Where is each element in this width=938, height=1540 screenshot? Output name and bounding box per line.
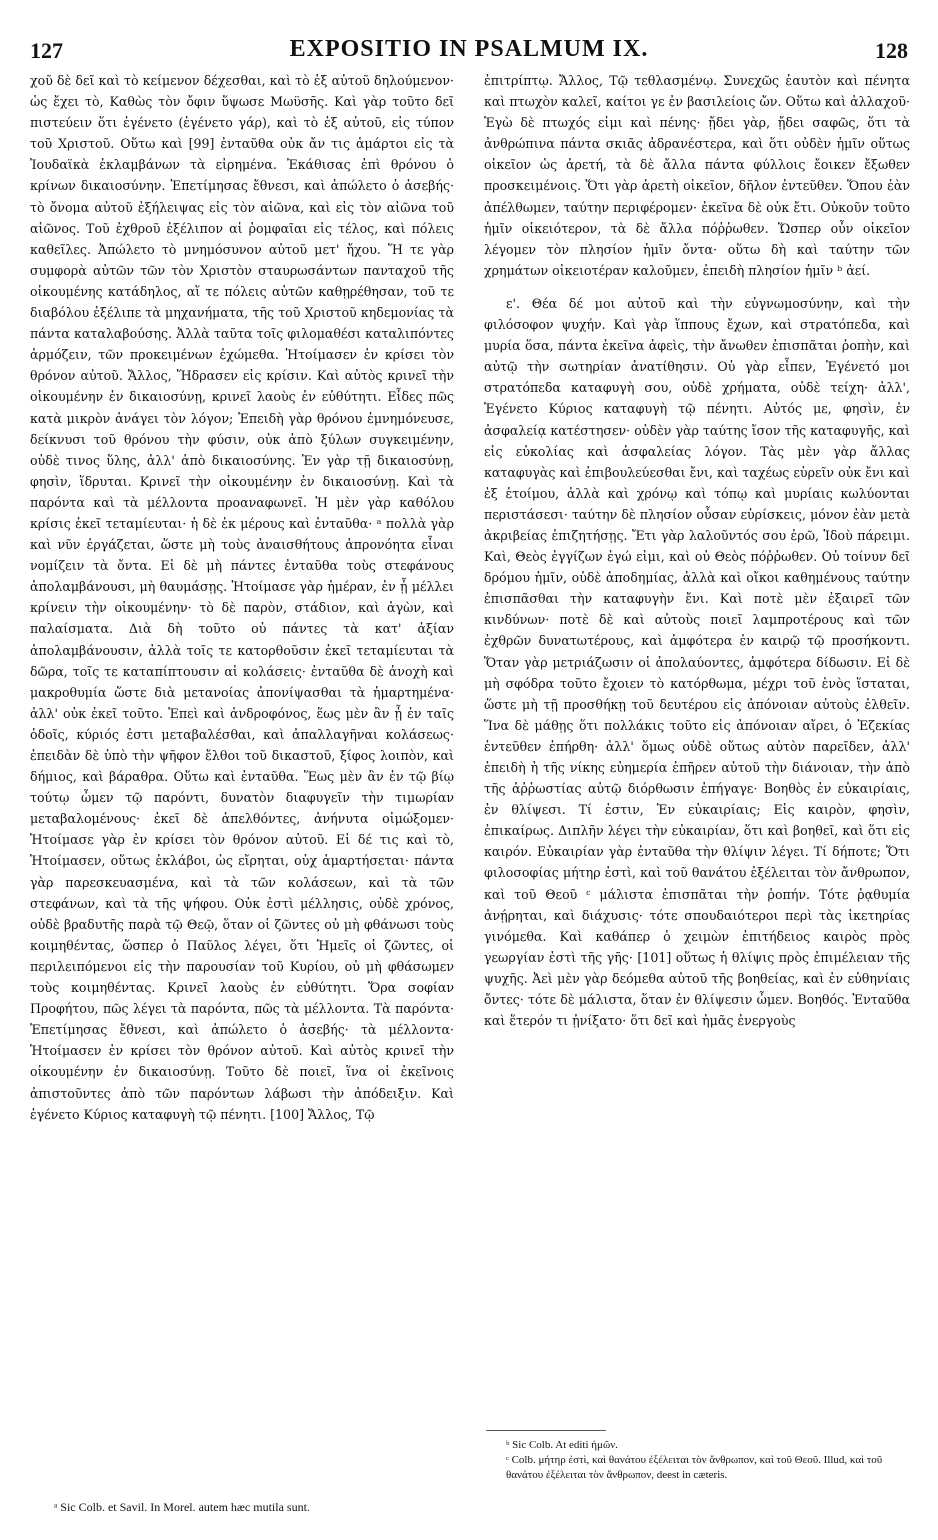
right-paragraph-2: ε'. Θέα δέ μοι αὐτοῦ καὶ τὴν εὐγνωμοσύνην, καὶ τὴν φιλόσοφον ψυχήν. Καὶ γὰρ ἵππους ἔχων, καὶ στρατόπεδα, καὶ μυρία ὅσα, πάντα ἐκεῖνα ἀφεὶς, τὴν ἄνωθεν ἐπισπᾶται ῥοπὴν, καὶ αὐτῷ τὴν σωτηρίαν ἀνατίθησιν. Οὐ γὰρ εἶπεν, Ἐγένετό μοι στρατόπεδα καταφυγὴ σου, οὐδὲ χρήματα, οὐδὲ τείχη· ἀλλ', Ἐγένετο Κύριος καταφυγὴ τῷ πένητι. Αὐτός με, φησὶν, ἐν ἀσφαλείᾳ κατέστησεν· οὐδὲν γὰρ ταύτης ἴσον τῆς καταφυγῆς, καὶ εἰς εὐκολίας καὶ ἀσφαλείας λόγον. Τὰς μὲν γὰρ ἄλλας καταφυγὰς καὶ ἐπιβουλεύεσθαι ἔνι, καὶ ταχέως εὑρεῖν οὐκ ἔνι καὶ ἐξ ἑτοίμου, ἀλλὰ καὶ χρόνῳ καὶ τόπῳ καὶ μυρίαις κωλύονται περιστάσεσι· ταύτην δὲ πλησίον οὖσαν εὑρίσκεις, μόνον ἐὰν μετὰ ἀκριβείας ἐπιζητήσῃς. Ἔτι γὰρ λαλοῦντός σου ἐρῶ, Ἰδοὺ πάρειμι. Καὶ, Θεὸς ἐγγίζων ἐγώ εἰμι, καὶ οὐ Θεὸς πόῤῥωθεν. Οὐ τοίνυν δεῖ δρόμου ἡμῖν, οὐδὲ ἀποδημίας, ἀλλὰ καὶ οἴκοι καθημένους ταύτην ἐπισπᾶσθαι τὴν καταφυγὴν ἔνι. Καὶ ποτὲ μὲν ἐξαιρεῖ τῶν κινδύνων· ποτὲ δὲ καὶ αὐτοὺς ποιεῖ λαμπροτέρους καὶ τῶν ἐχθρῶν δυνατωτέρους, καὶ ἀμφότερα ἐν καιρῷ τῷ προσήκοντι. Ὅταν γὰρ μετριάζωσιν οἱ ἀπολαύοντες, ἀμφότερα δίδωσιν. Εἰ δὲ μὴ σφόδρα τοῦτο ἔχοιεν τὸ κατόρθωμα, μέχρι τοῦ ἑνὸς ἵσταται, ὥστε μὴ τῇ προσθήκῃ τοῦ δευτέρου εἰς ἀπόνοιαν αὐτοὺς ἐλθεῖν. Ἵνα δὲ μάθῃς ὅτι πολλάκις τοῦτο εἰς ἀπόνοιαν αἴρει, ὁ Ἐζεκίας ἐντεῦθεν ἐπήρθη· ἀλλ' ὅμως οὐδὲ οὕτως αὐτὸν παρεῖδεν, ἀλλ' ἐπειδὴ ἡ τῆς νίκης εὐημερία ἐπῆρεν αὐτοῦ τὴν διάνοιαν, τὴν ἀπὸ τῆς ἀῤῥωστίας αὐτῷ διόρθωσιν ἐπήγαγε· Βοηθὸς ἐν εὐκαιρίαις, ἐν θλίψεσι. Τί ἐστιν, Ἐν εὐκαιρίαις; Εἰς καιρὸν, φησὶν, ἐπικαίρως. Διπλῆν λέγει τὴν εὐκαιρίαν, ὅτι καὶ βοηθεῖ, καὶ ὅτι εἰς καιρόν. Εὐκαιρίαν γὰρ ἐνταῦθα τὴν θλίψιν λέγει. Τί δήποτε; Ὅτι φιλοσοφίας μήτηρ ἐστὶ, καὶ τοῦ θανάτου ἐξέλειται τὸν ἄνθρωπον, καὶ τοῦ Θεοῦ ᶜ μάλιστα ἐπισπᾶται τὴν ῥοπήν. Τότε ῥᾳθυμία ἀνῄρηται, καὶ διάχυσις· τότε σπουδαιότεροι περὶ τὰς ἱκετηρίας γινόμεθα. Καὶ καθάπερ ὁ χειμὼν ἐπιτήδειος καιρὸς πρὸς γεωργίαν ἐστὶ τῆς γῆς· [101] οὕτως ἡ θλίψις πρὸς ἐπιμέλειαν τῆς ψυχῆς. Ἀεὶ μὲν γὰρ δεόμεθα αὐτοῦ τῆς βοηθείας, καὶ ἐν εὐθηνίαις ὄντες· τότε δὲ μάλιστα, ὅταν ἐν θλίψεσιν ὦμεν. Βοηθός. Ἐνταῦθα καὶ ἕτερόν τι ᾐνίξατο· ὅτι δεῖ καὶ ἡμᾶς ἐνεργοὺς bbox=[484, 295, 910, 1029]
left-paragraph: χοῦ δὲ δεῖ καὶ τὸ κείμενον δέχεσθαι, καὶ τὸ ἐξ αὐτοῦ δηλούμενον· ὡς ἔχει τὸ, Καθὼς τὸν ὄφιν ὕψωσε Μωϋσῆς. Καὶ γὰρ τοῦτο δεῖ πιστεύειν ὅτι ἐγένετο (ἐγένετο γάρ), καὶ τὸ ἐξ αὐτοῦ, εἰς τύπον τοῦ Χριστοῦ. Οὕτω καὶ [99] ἐνταῦθα οὐκ ἄν τις ἁμάρτοι εἰς τὰ Ἰουδαϊκὰ ἐκλαμβάνων τὰ εἰρημένα. Ἐκάθισας ἐπὶ θρόνου ὁ κρίνων δικαιοσύνην. Ἐπετίμησας ἔθνεσι, καὶ ἀπώλετο ὁ ἀσεβής· τὸ ὄνομα αὐτοῦ ἐξήλειψας εἰς τὸν αἰῶνα, καὶ εἰς τὸν αἰῶνα τοῦ αἰῶνος. Τοῦ ἐχθροῦ ἐξέλιπον αἱ ῥομφαῖαι εἰς τέλος, καὶ πόλεις καθεῖλες. Ἀπώλετο τὸ μνημόσυνον αὐτοῦ μετ' ἤχου. Ἥ τε γὰρ συμφορὰ αὐτῶν τῶν τὸν Χριστὸν σταυρωσάντων πανταχοῦ τῆς οἰκουμένης κατάδηλος, αἵ τε πόλεις αὐτῶν καθῃρέθησαν, τοῦ τε διαβόλου ἐξέλιπε τὰ μηχανήματα, τῆς τοῦ Χριστοῦ κηδεμονίας τὰ πάντα καταλαβούσης. Ἀλλὰ ταῦτα τοῖς φιλομαθέσι καταλιπόντες ἁρμόζειν, τῶν προκειμένων ἐχώμεθα. Ἡτοίμασεν ἐν κρίσει τὸν θρόνον αὐτοῦ. Ἄλλος, Ἥδρασεν εἰς κρίσιν. Καὶ αὐτὸς κρινεῖ τὴν οἰκουμένην ἐν δικαιοσύνῃ, κρινεῖ λαοὺς ἐν εὐθύτητι. Εἶδες πῶς κατὰ μικρὸν ἀνάγει τὸν λόγον; Ἐπειδὴ γὰρ θρόνου ἐμνημόνευσε, δείκνυσι τοῦ θρόνου τὴν φύσιν, οὐκ ἀπὸ ξύλων συγκειμένην, οὐδὲ τινος ὕλης, ἀλλ' ἀπὸ δικαιοσύνης. Ἐν γὰρ τῇ δικαιοσύνῃ, φησὶν, ἵδρυται. Κρινεῖ τὴν οἰκουμένην ἐν δικαιοσύνῃ. Καὶ τὰ παρόντα καὶ τὰ μέλλοντα προαναφωνεῖ. Ἡ μὲν γὰρ καθόλου κρίσις ἐκεῖ τεταμίευται· ἡ δὲ ἐκ μέρους καὶ ἐνταῦθα· ᵃ πολλὰ γὰρ καὶ νῦν ἐργάζεται, ὥστε μὴ τοὺς ἀναισθήτους ἀπρονόητα εἶναι νομίζειν τὰ ὄντα. Εἰ δὲ μὴ πάντες ἐνταῦθα τοὺς στεφάνους ἀπολαμβάνουσι, μὴ θαυμάσῃς. Ἡτοίμασε γὰρ ἡμέραν, ἐν ᾗ μέλλει κρίνειν τὴν οἰκουμένην· τὸ δὲ παρὸν, στάδιον, καὶ ἀγὼν, καὶ παλαίσματα. Διὰ δὴ τοῦτο οὐ πάντες τὰ κατ' ἀξίαν ἀπολαμβάνουσιν, ἀλλὰ τοῖς τε κατορθοῦσιν ἐκεῖ τεταμίευται τὰ δῶρα, τοῖς τε καταπίπτουσιν αἱ κολάσεις· ἐνταῦθα δὲ ἀνοχὴ καὶ μακροθυμία ὥστε διὰ μετανοίας ἀπονίψασθαι τὰ ἡμαρτημένα· ἀλλ' οὐκ ἐκεῖ τοῦτο. Ἐπεὶ καὶ ἀνδροφόνος, ἕως μὲν ἂν ᾖ ἐν ταῖς ὁδοῖς, κύριός ἐστι μεταβαλέσθαι, καὶ ἀπαλλαγῆναι κολάσεως· ἐπειδὰν δὲ ὑπὸ τὴν ψῆφον ἔλθοι τοῦ δικαστοῦ, ξίφος λοιπὸν, καὶ δήμιος, καὶ βάραθρα. Οὕτω καὶ ἐνταῦθα. Ἕως μὲν ἂν ἐν τῷ βίῳ τούτῳ ὦμεν τῷ παρόντι, δυνατὸν διαφυγεῖν τὴν τιμωρίαν μεταβαλομένους· ἐκεῖ δὲ ἀπελθόντες, ἀνήνυτα οἰμώξομεν· Ἡτοίμασε γὰρ ἐν κρίσει τὸν θρόνον αὐτοῦ. Εἰ δέ τις καὶ τὸ, Ἡτοίμασεν, οὕτως ἐκλάβοι, ὡς εἴρηται, οὐχ ἁμαρτήσεται· πάντα γὰρ παρεσκευασμένα, καὶ τὰ τῶν κολάσεων, καὶ τὰ τῶν στεφάνων, καὶ τὰ τῆς ψήφου. Οὐκ ἐστὶ μέλλησις, οὐδὲ χρόνος, οὐδὲ βραδυτῆς παρὰ τῷ Θεῷ, ὅταν οἱ ζῶντες οὐ μὴ φθάνωσι τοὺς κοιμηθέντας, ὥσπερ ὁ Παῦλος λέγει, ὅτι Ἡμεῖς οἱ ζῶντες, οἱ περιλειπόμενοι εἰς τὴν παρουσίαν τοῦ Κυρίου, οὐ μὴ φθάσωμεν τοὺς κοιμηθέντας. Κρινεῖ λαοὺς ἐν εὐθύτητι. Ὅρα σοφίαν Προφήτου, πῶς λέγει τὰ παρόντα, πῶς τὰ μέλλοντα. Τὰ παρόντα· Ἐπετίμησας ἔθνεσι, καὶ ἀπώλετο ὁ ἀσεβής· τὰ μέλλοντα· Ἡτοίμασεν ἐν κρίσει τὸν θρόνον αὐτοῦ. Καὶ αὐτὸς κρινεῖ τὴν οἰκουμένην ἐν δικαιοσύνῃ. Τοῦτο δὲ ποιεῖ, ἵνα οἱ ἐκεῖνοις ἀπιστοῦντες ἀπὸ τῶν παρόντων λάβωσι τὴν ἀπόδειξιν. Καὶ ἐγένετο Κύριος καταφυγὴ τῷ πένητι. [100] Ἄλλος, Τῷ bbox=[30, 73, 454, 1122]
page-number-right: 128 bbox=[875, 38, 908, 63]
footnote-a: ᵃ Sic Colb. et Savil. In Morel. autem hæc mutila sunt. bbox=[54, 1500, 310, 1514]
right-column bbox=[484, 70, 910, 1031]
footnote-c: ᶜ Colb. μήτηρ ἐστὶ, καὶ θανάτου ἐξέλειται τὸν ἄνθρωπον, καὶ τοῦ Θεοῦ. Illud, καὶ τοῦ θανάτου ἐξέλειται τὸν ἄνθρωπον, deest in cæteris. bbox=[506, 1454, 883, 1481]
running-header bbox=[0, 0, 938, 63]
page-number-left: 127 bbox=[30, 38, 63, 63]
footnote-rule bbox=[486, 1430, 606, 1431]
left-column bbox=[30, 70, 454, 1125]
right-paragraph-1: ἐπιτρίπτῳ. Ἄλλος, Τῷ τεθλασμένῳ. Συνεχῶς ἑαυτὸν καὶ πένητα καὶ πτωχὸν καλεῖ, καίτοι γε ἐν βασιλείοις ὤν. Οὕτω καὶ ἀλλαχοῦ· Ἐγὼ δὲ πτωχός εἰμι καὶ πένης· ᾔδει γὰρ, ᾔδει σαφῶς, ὅτι τὰ ἀνθρώπινα πάντα σκιᾶς ἀδρανέστερα, καὶ ὅτι οὐδὲν ἡμῖν οὕτως οἰκεῖον ὡς ἀρετή, τὰ δὲ ἄλλα πάντα φύλλοις ἔοικεν ἔξωθεν προσκειμένοις. Ὅτι γὰρ ἀρετὴ οἰκεῖον, δῆλον ἐντεῦθεν. Ὅπου ἐὰν ἀπέλθωμεν, ταύτην περιφέρομεν· ἐκεῖνα δὲ οὐκ ἔτι. Οὐκοῦν τοῦτο ἡμῖν οἰκειότερον, τὰ δὲ ἄλλα πόῤῥωθεν. Ὥσπερ οὖν οἰκεῖον λέγομεν τὸν πλησίον ἡμῖν ὄντα· οὕτω δὴ καὶ ταύτην τῶν χρημάτων οἰκειοτέραν καλοῦμεν, ἐπειδὴ πλησίον ἡμῖν ᵇ ἀεί. bbox=[484, 73, 910, 278]
running-title: EXPOSITIO IN PSALMUM IX. bbox=[289, 36, 649, 62]
footnote-b: ᵇ Sic Colb. At editi ἡμῶν. bbox=[506, 1439, 618, 1451]
footnotes-right bbox=[506, 1438, 906, 1483]
